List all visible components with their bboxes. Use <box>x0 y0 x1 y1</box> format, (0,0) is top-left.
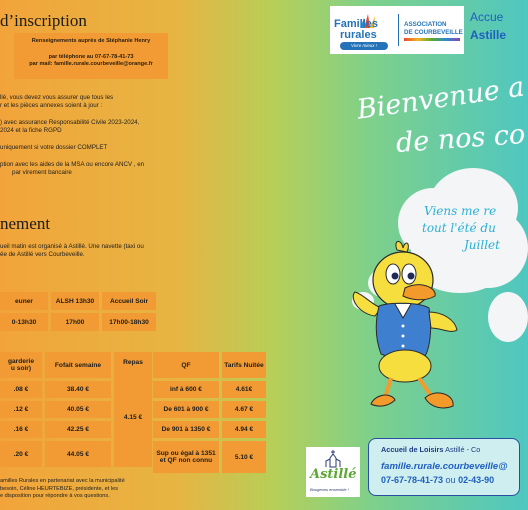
color-bar <box>404 38 460 41</box>
footer-line: besoin, Céline HEURTEBIZE, présidente, et les <box>0 485 119 492</box>
repas-header: Repas <box>123 358 143 366</box>
tarif-cell: .12 € <box>0 401 42 418</box>
contact-box <box>368 438 520 496</box>
schedule-cell: 17h00-18h30 <box>102 313 156 331</box>
repas-value: 4.15 € <box>123 413 143 421</box>
welcome-line-1: Bienvenue a <box>355 71 527 126</box>
contact-phones <box>381 475 494 485</box>
brand-bottom: rurales <box>340 29 377 41</box>
right-header <box>470 8 506 44</box>
text-line: ueil matin est organisé à Astillé. Une navette (taxi ou <box>0 243 144 250</box>
footer-left <box>0 478 200 501</box>
text-line: uniquement si votre dossier COMPLET <box>0 144 108 151</box>
text-line: ) avec assurance Responsabilité Civile 2023-2024, <box>0 119 140 126</box>
info-line-3: par mail: famille.rurale.courbeveille@orange.fr <box>29 61 153 67</box>
footer-line: amilles Rurales en partenariat avec la municipalité <box>0 478 125 484</box>
tarif-header: garderie u soir) <box>0 352 42 378</box>
tarif-cell: 44.05 € <box>45 441 111 467</box>
fonctionnement-text <box>0 243 200 259</box>
footer-line: e disposition pour répondre à vos questions. <box>0 493 110 499</box>
text-line: r et les pièces annexes soient à jour : <box>0 102 103 109</box>
qf-cell: De 901 à 1350 € <box>153 421 219 438</box>
qf-cell: inf à 600 € <box>153 381 219 398</box>
info-line-2: par téléphone au 07-67-78-41-73 <box>48 54 134 60</box>
qf-header: Tarifs Nuitée <box>222 352 266 378</box>
text-line: par virement bancaire <box>12 169 72 176</box>
fonctionnement-heading: nement <box>0 214 51 233</box>
association-name <box>404 21 463 37</box>
bubble-line-2: tout l'été du <box>422 221 496 235</box>
qf-cell: De 601 à 900 € <box>153 401 219 418</box>
astille-logo <box>306 447 360 497</box>
familles-rurales-logo <box>330 6 464 54</box>
tarifs-table <box>0 349 155 470</box>
brand-mark <box>334 10 396 52</box>
schedule-header: Accueil Soir <box>102 292 156 310</box>
divider <box>398 14 399 46</box>
schedule-cell: 17h00 <box>51 313 99 331</box>
bubble-line-3: Juillet <box>464 238 500 252</box>
qf-table <box>150 349 269 476</box>
phone-separator: ou <box>443 475 459 485</box>
welcome-line-2: de nos co <box>395 118 527 159</box>
inscription-text <box>0 94 200 177</box>
qf-cell: Sup ou égal à 1351 et QF non connu <box>153 441 219 473</box>
phone-2[interactable]: 02-43-90 <box>458 475 495 485</box>
tarif-cell: 42.25 € <box>45 421 111 438</box>
qf-cell: 4.94 € <box>222 421 266 438</box>
inscription-heading: d’inscription <box>0 11 87 30</box>
tarif-cell: 40.05 € <box>45 401 111 418</box>
right-header-line-1: Accue <box>470 10 504 24</box>
text-line: 2024 et la fiche RGPD <box>0 127 62 134</box>
schedule-cell: 0-13h30 <box>0 313 48 331</box>
right-header-line-2: Astille <box>470 28 507 42</box>
contact-title <box>381 445 480 454</box>
schedule-header: euner <box>0 292 48 310</box>
bubble-line-1: Viens me re <box>424 204 497 218</box>
schedule-table <box>0 289 159 334</box>
text-line: ée de Astillé vers Courbeveille. <box>0 251 85 258</box>
brand-top: Familles <box>334 18 379 30</box>
tarif-header: Fofait semaine <box>45 352 111 378</box>
astille-tagline: Bougeons ensemble ! <box>310 487 349 492</box>
tarif-cell: .20 € <box>0 441 42 467</box>
tarif-cell: 38.40 € <box>45 381 111 398</box>
qf-cell: 5.10 € <box>222 441 266 473</box>
small-cloud <box>488 292 528 342</box>
contact-email[interactable]: famille.rurale.courbeveille@ <box>381 461 508 472</box>
assoc-line-1: ASSOCIATION <box>404 21 447 28</box>
schedule-header: ALSH 13h30 <box>51 292 99 310</box>
info-line-1: Renseignements auprès de Stéphanie Henry <box>31 38 151 44</box>
qf-header: QF <box>153 352 219 378</box>
contact-title-bold: Accueil de Loisirs <box>381 445 444 454</box>
text-line: llé, vous devez vous assurer que tous les <box>0 94 114 101</box>
phone-1[interactable]: 07-67-78-41-73 <box>381 475 444 485</box>
tarif-cell: .08 € <box>0 381 42 398</box>
tarif-cell: .16 € <box>0 421 42 438</box>
info-box <box>14 33 168 79</box>
tagline: Vivre mieux ! <box>340 42 388 50</box>
duck-mascot-icon <box>345 238 475 433</box>
qf-cell: 4.67 € <box>222 401 266 418</box>
repas-cell <box>114 352 152 467</box>
contact-title-rest: Astillé - Co <box>443 445 481 454</box>
assoc-line-2: DE COURBEVEILLE <box>404 29 463 36</box>
qf-cell: 4.61€ <box>222 381 266 398</box>
text-line: ption avec les aides de la MSA ou encore ANCV , en <box>0 161 145 168</box>
astille-name: Astillé <box>310 467 357 482</box>
church-icon <box>324 450 342 468</box>
